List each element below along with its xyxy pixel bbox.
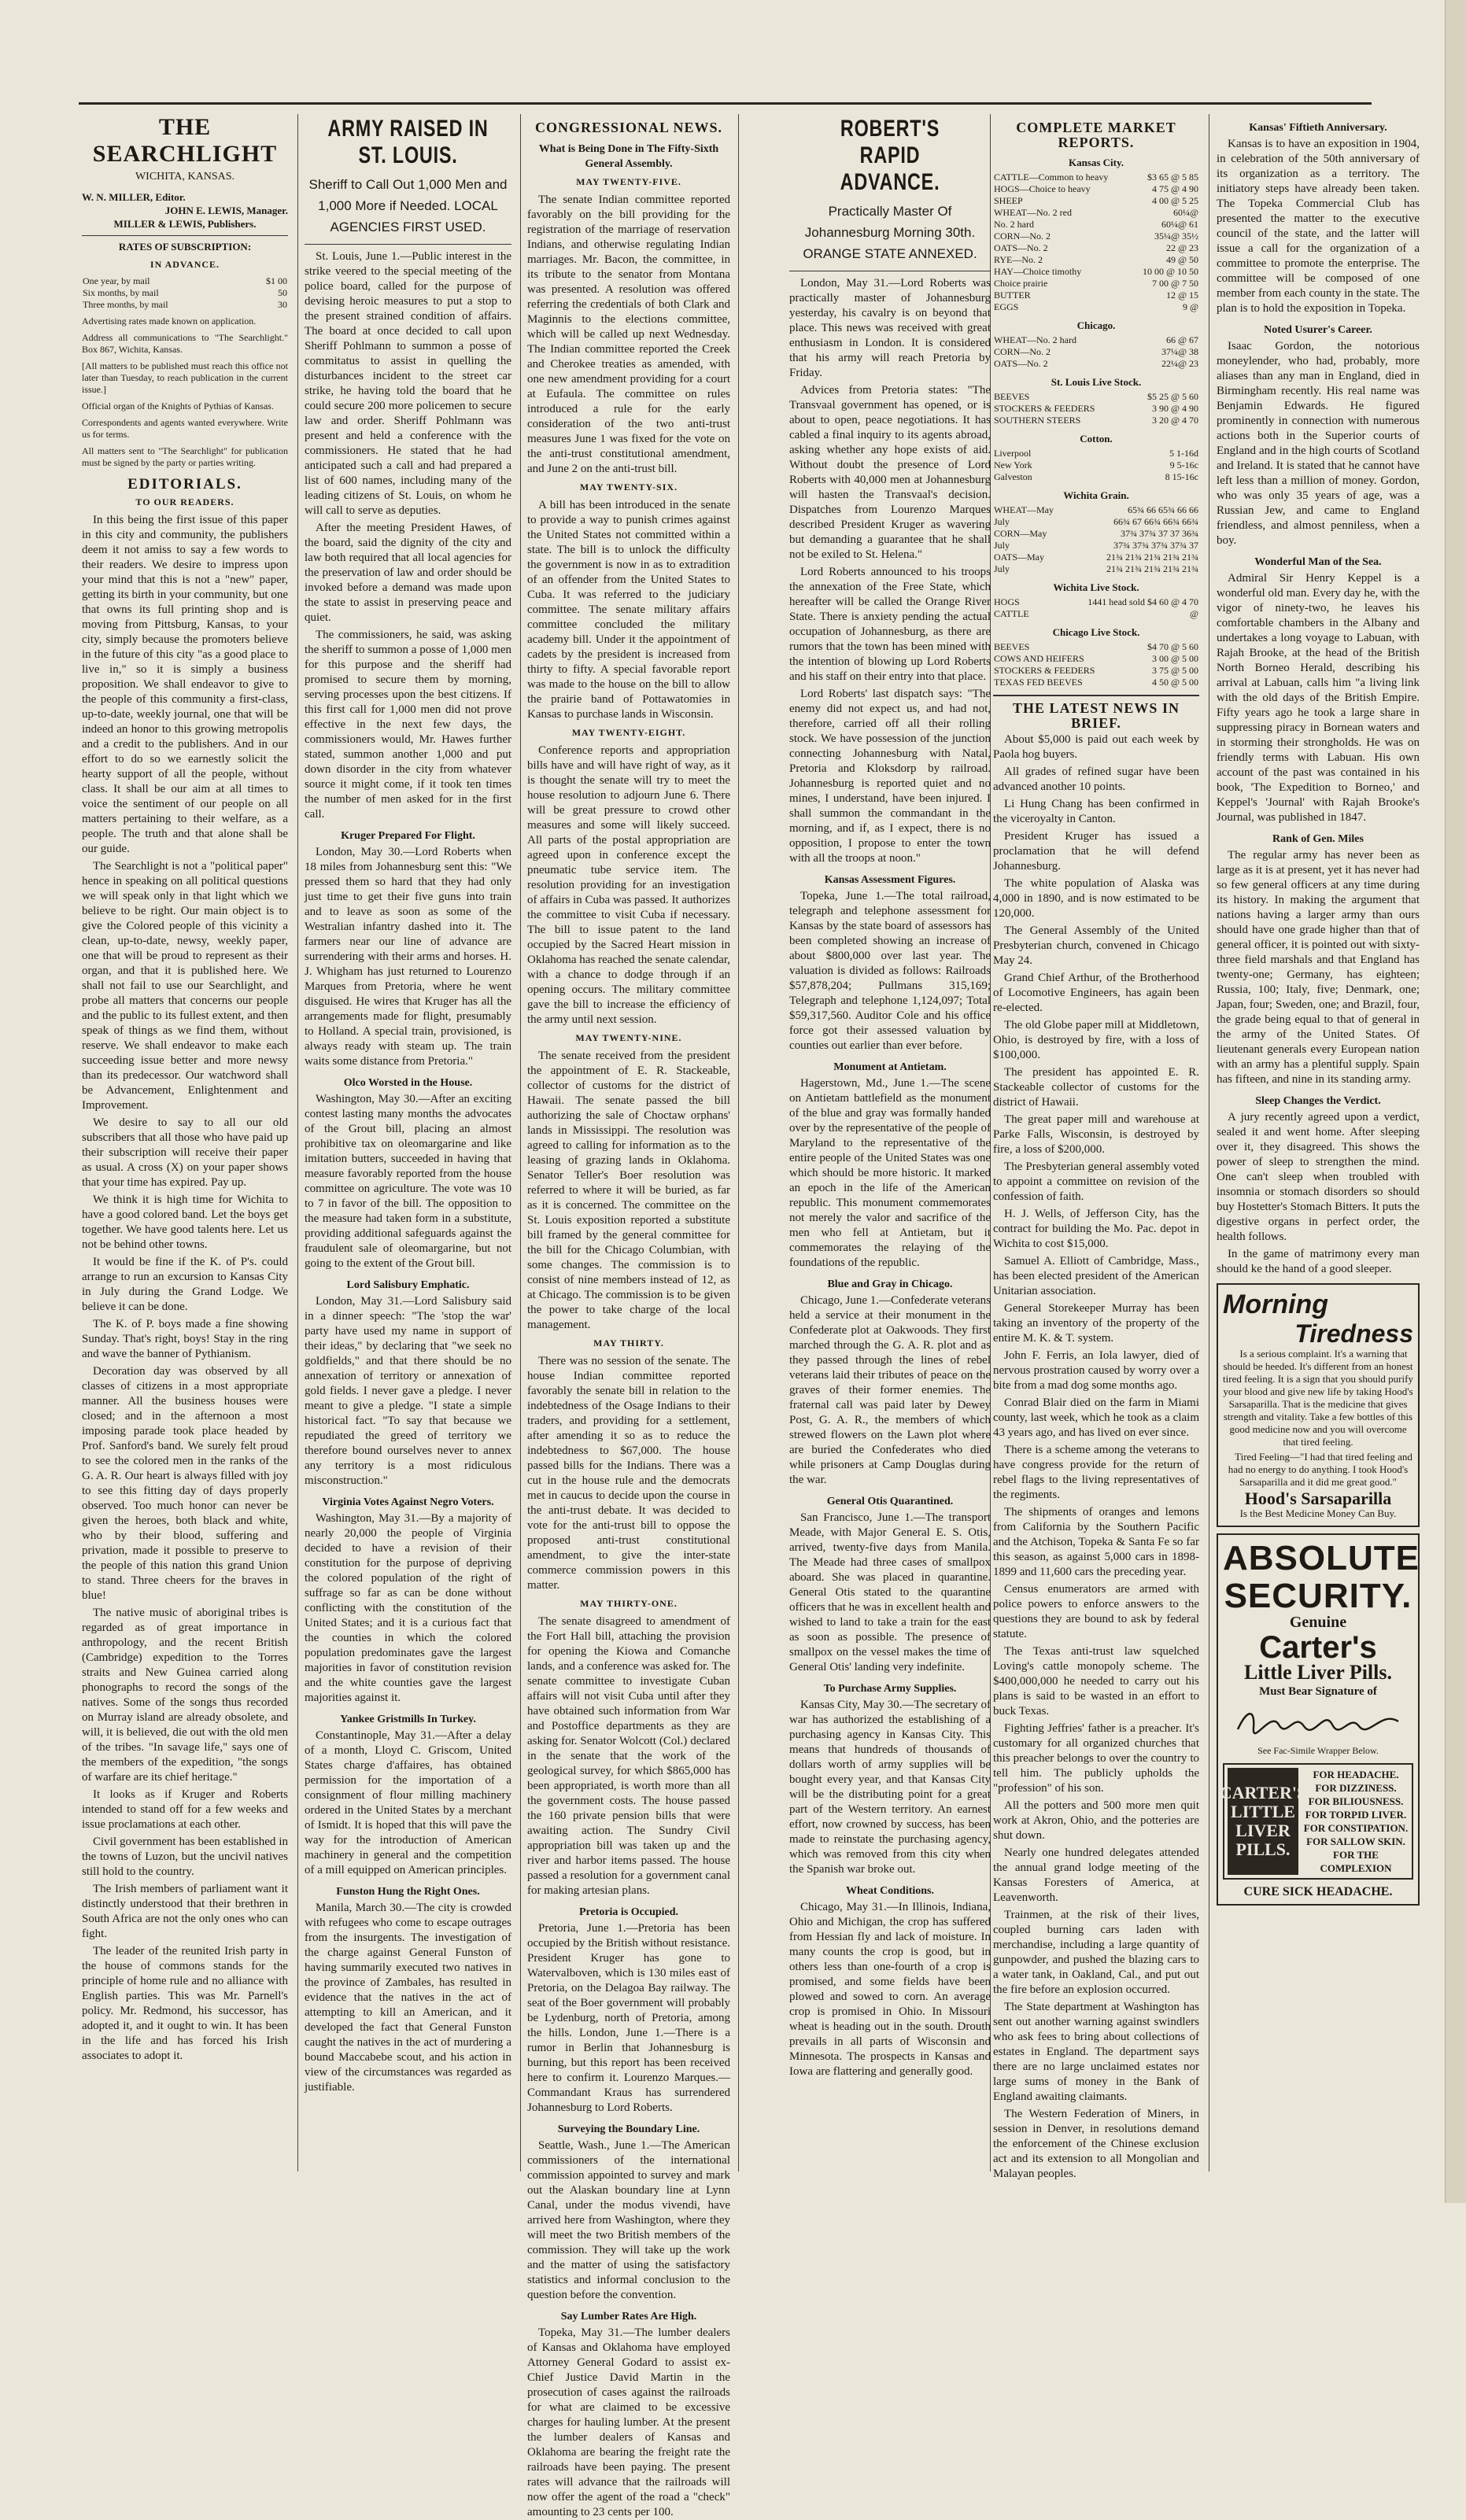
editor-line: W. N. MILLER, Editor. (82, 191, 186, 203)
brief-item: H. J. Wells, of Jefferson City, has the contract for building the Mo. Pac. depot in Wichita to cost $15,000. (993, 1208, 1199, 1250)
market-row (993, 596, 1199, 608)
session-day: MAY THIRTY-ONE. (580, 1598, 678, 1609)
market-row (993, 552, 1199, 563)
market-row (993, 358, 1199, 370)
market-price: 60¼@ 61 (1161, 219, 1198, 230)
market-price: 37¾ 37¾ 37 37 36¾ (1121, 528, 1198, 539)
market-row (993, 516, 1199, 528)
story-head: Kansas Assessment Figures. (824, 874, 956, 886)
market-price: 7 00 @ 7 50 (1151, 278, 1198, 289)
market-row (993, 677, 1199, 688)
market-price: 3 90 @ 4 90 (1151, 403, 1198, 414)
brief-item: Census enumerators are armed with police powers to enforce answers to the questions they are bound to ask by federal statute. (993, 1583, 1199, 1640)
market-item: Galveston (994, 471, 1032, 482)
market-row (993, 195, 1199, 207)
brief-item: The white population of Alaska was 4,000 in 1890, and is now estimated to be 120,000. (993, 877, 1199, 920)
editorial-paragraph: The Irish members of parliament want it distinctly understood that their brethren in South Africa are not the only ones who can fight. (82, 1883, 288, 1940)
market-tables (993, 155, 1199, 688)
story-head: Yankee Gristmills In Turkey. (340, 1714, 476, 1725)
market-item: TEXAS FED BEEVES (994, 677, 1083, 688)
rates-heading: RATES OF SUBSCRIPTION: (82, 235, 288, 254)
brief-item: Trainmen, at the risk of their lives, coupled burning cars laden with merchandise, including a large quantity of gunpowder, and pushed the blazing cars to a water tank, in Oakland, Cal., and put out the fire before an explosion occurred. (993, 1909, 1199, 1996)
stories-col6 (1217, 120, 1420, 1277)
story-body: Manila, March 30.—The city is crowded with refugees who come to escape outrages from the insurgents. The investigation of the charge against General Funston of having summarily executed two natives in the province of Zambales, has resulted in evidence that the natives in the act of attempting to kill an American, and it developed the fact that General Funston caught the natives in the act of murdering a bound Maccabebe scout, and his action in view of the circumstances was regarded as justifiable. (305, 1902, 511, 2094)
market-price: 3 20 @ 4 70 (1151, 415, 1198, 426)
market-city: Wichita Live Stock. (1053, 581, 1139, 593)
story-head: Pretoria is Occupied. (578, 1906, 679, 1918)
editorials-body (82, 513, 288, 2064)
hood-ad (1217, 1283, 1420, 1527)
story-body: In the game of matrimony every man should ke the hand of a good sleeper. (1217, 1248, 1420, 1275)
market-item: July (994, 563, 1010, 574)
market-price: 21¾ 21¾ 21¾ 21¾ 21¾ (1106, 563, 1198, 574)
pill-use: FOR THE COMPLEXION (1320, 1849, 1392, 1874)
hood-body: Is a serious complaint. It's a warning that should be heeded. It's different from an honest tired feeling. It is a sign that you should purify your blood and give new life by taking Hood's Sarsaparilla. That is the medicine that gives strength and vitality. Take a few bottles of this good medicine now and you will overcome that tired feeling. (1223, 1348, 1413, 1448)
column-rule (297, 114, 298, 2171)
market-row (993, 207, 1199, 219)
market-item: CORN—May (994, 528, 1047, 539)
story-body: Chicago, May 31.—In Illinois, Indiana, Ohio and Michigan, the crop has suffered from Hessian fly and lack of moisture. In many counts the crop is good, but in others less than one-fourth of a crop is promised, and some fields have been plowed and sowed to corn. An average crop is promised in Ohio. In Missouri wheat is heading out in the south. Drouth prevails in all parts of Wisconsin and Minnesota. The prospects in Kansas and Iowa are flattering and generally good. (789, 1901, 991, 2078)
market-table (993, 641, 1199, 688)
market-city: Chicago. (1076, 319, 1116, 331)
rates-note: All matters sent to "The Searchlight" for publication must be signed by the party or parties writing. (82, 445, 288, 468)
column-roberts (789, 114, 991, 2171)
market-row (993, 290, 1199, 301)
session-body: There was no session of the senate. The house Indian committee reported favorably the senate bill in relation to the indebtedness of the Osage Indians to their traders, and providing for a settlement, after amending it so as to reduce the indebtedness to $67,000. The house passed bills for the Indians. There was a cut in the house rule and the democrats met in caucus to decide upon the course in the anti-trust debate. It was decided to vote for the anti-trust bill to oppose the proposed anti-trust constitutional amendment, to give the inter-state commerce commission powers in this matter. (527, 1355, 730, 1592)
story-body: London, May 31.—Lord Salisbury said in a dinner speech: "The 'stop the war' party have used my name in support of their ideas," by declaring that "we seek no goldfields," and that there should be no annexation of territory or annexation of gold fields. I never gave a pledge. I never meant to give a pledge. "I state a simple historical fact. "To say that because we repudiated the greed of territory we therefore bound ourselves never to annex any territory is a most ridiculous misconstruction." (305, 1295, 511, 1487)
market-price: 4 50 @ 5 00 (1151, 677, 1198, 688)
story-body: Washington, May 31.—By a majority of nearly 20,000 the people of Virginia decided to have a revision of their constitution for the purpose of depriving the colored population of the right of suffrage so far as can be done without conflicting with the constitution of the United States; and it is a curious fact that the counties in which the colored population predominates gave the largest majorities in favor of constitution revision and the white counties gave the largest majorities against it. (305, 1512, 511, 1704)
rate-price: 30 (278, 299, 287, 310)
market-row (993, 448, 1199, 459)
carters-ad (1217, 1533, 1420, 1906)
markets-heading: COMPLETE MARKET REPORTS. (1016, 120, 1176, 150)
market-row (993, 540, 1199, 552)
deck-roberts: Practically Master Of Johannesburg Morning 30th. ORANGE STATE ANNEXED. (789, 201, 991, 271)
story-body: The regular army has never been as large as it is at present, yet it has never had so few general officers at any time during its history. In making the argument that nations having a larger army than ours should have one grade higher than that of general officer, it is pointed out with sixty-three field marshals and that England has twenty-one; Germany, has eighteen; Russia, 100; Italy, five; Denmark, one; Japan, four; Sweden, one; and Brazil, four, the grade being equal to that of general in the army of the United States. Of lieutenant generals every European nation with an army has a plentiful supply. Spain has fifteen, and nine in its standing army. (1217, 849, 1420, 1086)
column-markets (993, 114, 1199, 2180)
carters-pill-box (1219, 1763, 1413, 1880)
market-row (993, 242, 1199, 254)
lead-paragraph: Lord Roberts announced to his troops the annexation of the Free State, which hereafter will be called the Orange River State. There is anxiety pending the actual occupation of Johannesburg, as there are rumors that the town has been mined with the intention of blowing up Lord Roberts and his staff on their entry into that place. (789, 566, 991, 683)
market-row (993, 278, 1199, 290)
market-price: 9 @ (1182, 301, 1198, 312)
market-item: July (994, 540, 1010, 551)
lead-paragraph: The commissioners, he said, was asking the sheriff to summon a posse of 1,000 men for this purpose and the sheriff had promised to secure them by morning, serving processes upon the best citizens. If this first call for 1,000 men did not prove effective in the next few days, the commissioners would, Mr. Hawes further stated, summon another 1,000 and put down disorder in the city from whatever source it might come, if it took ten times the number of men asked for in the first call. (305, 629, 511, 821)
headline-congress: CONGRESSIONAL NEWS. (534, 120, 723, 135)
market-item: CATTLE—Common to heavy (994, 172, 1109, 183)
rates-note: [All matters to be published must reach this office not later than Tuesday, to reach publication in the current issue.] (82, 360, 288, 395)
ad-tiredness: Tiredness (1294, 1319, 1413, 1348)
market-price: 37¼@ 38 (1161, 346, 1198, 357)
rate-price: 50 (278, 287, 287, 298)
stories-col3 (527, 1905, 730, 2520)
market-item: SHEEP (994, 195, 1023, 206)
market-city: St. Louis Live Stock. (1051, 376, 1142, 388)
market-price: 66 @ 67 (1165, 334, 1198, 345)
market-city: Cotton. (1080, 433, 1113, 445)
brief-items (993, 732, 1199, 2182)
story-body: Seattle, Wash., June 1.—The American commissioners of the international commission appointed to survey and mark out the Alaskan boundary line at Lynn Canal, under the modus vivendi, have arrived here from Washington, where they will meet the two British members of the commission. They will take up the work and the matter of using the satisfactory statistics and informal conclusion to the question before the convention. (527, 2139, 730, 2301)
hood-quote: Tired Feeling—"I had that tired feeling and had no energy to do anything. I took Hood's Sarsaparilla and it did me great good." (1228, 1451, 1412, 1488)
rates-note: Advertising rates made known on application. (82, 315, 257, 327)
brief-item: The General Assembly of the United Presbyterian church, convened in Chicago May 24. (993, 924, 1199, 967)
market-row (993, 391, 1199, 403)
session-body: The senate disagreed to amendment of the Fort Hall bill, attaching the provision for opening the Kiowa and Comanche lands, and a conference was asked for. The senate committee to investigate Cuban affairs will not visit Cuba until after they have obtained such information from War and Postoffice departments as they are asking for. Senator Wolcott (Col.) declared in the senate that the work of the geological survey, for which $865,000 has been appropriated, is worth more than all the government costs. The house passed the 160 private pension bills that were awaiting action. The Sundry Civil appropriation bill was taken up and the river and harbor items passed. The house passed a resolution for a government canal for making artesian plans. (527, 1615, 730, 1897)
lead-paragraph: St. Louis, June 1.—Public interest in the strike veered to the special meeting of the police board, called for the purpose of devising heroic measures to put a stop to the present strained condition of affairs. The board at once decided to call upon Sheriff Pohlmann to summon a posse of commitatus to assist in quelling the disturbances incident to the street car strike, he having told the board that he could secure 200 more policemen to secure law and order. Sheriff Pohlmann was present and held a conference with the commissioners. He stated that he had anticipated such a call and had prepared a list of 600 names, including many of the leading citizens of St. Louis, on whom he will call to serve as deputies. (305, 250, 511, 517)
market-row (993, 471, 1199, 483)
pill-use: FOR CONSTIPATION. (1303, 1822, 1409, 1834)
market-row (993, 403, 1199, 415)
market-city: Chicago Live Stock. (1052, 626, 1140, 638)
session-day: MAY TWENTY-NINE. (575, 1032, 682, 1043)
market-row (993, 653, 1199, 665)
editorial-paragraph: It looks as if Kruger and Roberts intended to stand off for a few weeks and issue proclamations at each other. (82, 1788, 288, 1831)
market-price: $4 70 @ 5 60 (1147, 641, 1198, 652)
top-rule (79, 102, 1372, 105)
market-price: $3 65 @ 5 85 (1147, 172, 1198, 183)
rate-label: Three months, by mail (83, 299, 168, 310)
market-item: BEEVES (994, 641, 1030, 652)
market-row (993, 563, 1199, 575)
stories-col2 (305, 828, 511, 2095)
lead-paragraph: Lord Roberts' last dispatch says: "The enemy did not expect us, and had not, therefore, carried off all their rolling stock. We have possession of the junction connecting Johannesburg with Natal, Pretoria and Kloksdorp by railroad. Johannesburg is reported quiet and no mines, I understand, have been injured. I shall summon the commandant in the morning, and if, as I expect, there is no opposition, I propose to enter the town with all the troops at noon." (789, 688, 991, 865)
market-item: HAY—Choice timothy (994, 266, 1082, 277)
market-item: HOGS—Choice to heavy (994, 183, 1091, 194)
story-body: Admiral Sir Henry Keppel is a wonderful old man. Every day he, with the vigor of ninety-two, he leaves his comfortable chambers in the Albany and undertakes a long voyage to Labuan, with Rajah Brooke, at the head of the British North Borneo Herald, describing his arrival at Labuan, calls him "a living link with the old days of the British Empire. Fifty years ago he took a large share in suppressing piracy in Bornean waters and in storming their strongholds. He was on friendly terms with Labuan. His own account of the past was contained in his book, 'The Expedition to Borneo,' and Keppel's 'Journal' with Rajah Brooke's Journal, was published in 1847. (1217, 572, 1420, 824)
market-item: OATS—No. 2 (994, 242, 1048, 253)
story-head: Sleep Changes the Verdict. (1255, 1095, 1381, 1107)
ad-absolute: ABSOLUTE SECURITY. (1223, 1539, 1420, 1615)
market-item: Liverpool (994, 448, 1032, 459)
market-item: WHEAT—No. 2 red (994, 207, 1072, 218)
brief-item: Li Hung Chang has been confirmed in the viceroyalty in Canton. (993, 798, 1199, 825)
rate-row (82, 275, 288, 287)
brief-item: All grades of refined sugar have been advanced another 10 points. (993, 766, 1199, 793)
market-item: CORN—No. 2 (994, 346, 1051, 357)
pill-label: CARTER'S LITTLE LIVER PILLS. (1228, 1768, 1298, 1875)
masthead-location: WICHITA, KANSAS. (135, 171, 235, 183)
hood-tag: Is the Best Medicine Money Can Buy. (1239, 1507, 1397, 1519)
market-row (993, 172, 1199, 183)
story-body: San Francisco, June 1.—The transport Meade, with Major General E. S. Otis, arrived, twenty-five days from Manila. The Meade had three cases of smallpox aboard. She was placed in quarantine. General Otis stated to the quarantine officers that he was in excellent health and wished to land to take a train for the east as soon as possible. The presence of smallpox on the vessel makes the time of General Otis' landing very indefinite. (789, 1511, 991, 1673)
pill-use: FOR BILIOUSNESS. (1308, 1795, 1404, 1807)
market-row (993, 254, 1199, 266)
story-head: To Purchase Army Supplies. (823, 1683, 957, 1695)
signature-icon (1232, 1704, 1405, 1739)
story-head: Say Lumber Rates Are High. (560, 2311, 697, 2323)
market-table (993, 504, 1199, 575)
session-body: The senate Indian committee reported favorably on the bill providing for the registration of the marriage of reservation Indians, and otherwise regulating Indian marriages. Mr. Bacon, the committee, in its tribute to the senator from Montana was presented. A resolution was offered referring the credentials of both Clark and Maginnis to the elections committee, which will be called up next Wednesday. The Indian committee reported the Creek and Cherokee treaties as amended, with one new amendment providing for a court at Eufaula. The committee on rules introduced a rule for the early consideration of the two anti-trust measures June 1 was fixed for the vote on the anti-trust constitutional amendment, and June 2 on the anti-trust bill. (527, 194, 730, 475)
brief-item: Grand Chief Arthur, of the Brotherhood of Locomotive Engineers, has again been re-elected. (993, 972, 1199, 1014)
editorial-paragraph: We desire to say to all our old subscribers that all those who have paid up their subscription will receive their paper as usual. A cross (X) on your paper shows that your time has expired. Pay up. (82, 1116, 288, 1189)
market-row (993, 504, 1199, 516)
story-body: Washington, May 30.—After an exciting contest lasting many months the advocates of the Grout bill, placing an almost prohibitive tax on oleomargarine and like imitation butters, succeeded in having that measure favorably reported from the house committee on agriculture. The vote was 10 to 7 in favor of the bill. The opposition to the measure had taken form in a substitute, providing additional safeguards against the fraudulent sale of oleomargarine, but not going to the extent of the Grout bill. (305, 1093, 511, 1270)
market-item: Choice prairie (994, 278, 1048, 289)
stories-col4 (789, 873, 991, 2079)
brief-item: The State department at Washington has sent out another warning against swindlers who ask fees to bring about collections of estates in England. The department says there are no large unclaimed estates nor large sums of money in the Bank of England awaiting claimants. (993, 2001, 1199, 2103)
story-head: Virginia Votes Against Negro Voters. (322, 1496, 494, 1508)
lead-roberts (789, 276, 991, 866)
story-head: Rank of Gen. Miles (1272, 833, 1364, 845)
market-price: 49 @ 50 (1165, 254, 1198, 265)
market-row (993, 608, 1199, 620)
editorial-paragraph: The native music of aboriginal tribes is regarded as of great importance in anthropology, and the recent British (Cambridge) expedition to the Torres straits and New Guinea carried along phonographs to record the songs of the natives. Some of the songs thus recorded on Murray island are already obsolete, and will, it is believed, die out with the old men of the tribes. "In savage life," says one of the members of the expedition, "the songs of warfare are its chief heritage." (82, 1607, 288, 1784)
rates-table (82, 275, 288, 311)
market-table (993, 391, 1199, 426)
brief-item: President Kruger has issued a proclamation that he will defend Johannesburg. (993, 830, 1199, 873)
brief-heading: THE LATEST NEWS IN BRIEF. (993, 695, 1199, 731)
market-price: 22 @ 23 (1165, 242, 1198, 253)
story-body: Isaac Gordon, the notorious moneylender, who had, probably, more aliases than any man in England, died in Birmingham recently. His real name was Benjamin Edwards. He figured prominently in connection with numerous actions both in the Superior courts of England and in the high courts of Scotland and Ireland. It is stated that he cannot have left less than a million of money. Gordon, who was only 35 years of age, was a Russian Jew, and came to England friendless, and almost penniless, when a boy. (1217, 340, 1420, 547)
ad-little: Little Liver Pills. (1244, 1661, 1392, 1684)
market-price: 21¾ 21¾ 21¾ 21¾ 21¾ (1106, 552, 1198, 563)
market-price: 10 00 @ 10 50 (1142, 266, 1198, 277)
story-body: London, May 30.—Lord Roberts when 18 miles from Johannesburg sent this: "We pressed them so hard that they had only just time to get their five guns into train and to leave as soon as some of the Westralian infantry dashed into it. The farmers near our line of advance are surrendering with their arms and horses. H. J. Whigham has just returned to Lourenzo Marques from Pretoria, where he went disguised. He wires that Kruger has all the arrangements made for flight, presumably to Holland. A special train, provisioned, is always ready with steam up. The train waits some distance from Pretoria." (305, 846, 511, 1068)
market-item: WHEAT—May (994, 504, 1054, 515)
story-body: Hagerstown, Md., June 1.—The scene on Antietam battlefield as the monument of the blue and gray was formally handed over by the representative of the people of Maryland to the representative of the entire people of the United States was one which should be more historic. It marked an epoch in the life of the American republic. This monument commemorates not merely the valor and sacrifice of the men who fell at Antietam, but it commemorates the relaying of the foundations of the republic. (789, 1077, 991, 1269)
market-price: 1441 head sold $4 60 @ 4 70 (1087, 596, 1198, 607)
pill-use: FOR SALLOW SKIN. (1306, 1836, 1405, 1847)
story-head: Wheat Conditions. (845, 1885, 935, 1897)
story-body: Pretoria, June 1.—Pretoria has been occupied by the British without resistance. President Kruger has gone to Watervalboven, which is 130 miles east of Pretoria, on the Delagoa Bay railway. The seat of the Boer government will probably be Lydenburg, north of Pretoria, among the hills. London, June 1.—There is a rumor in Berlin that Johannesburg is burning, but this report has been received here to confirm it. Lourenzo Marques.—Commandant Kraus has surrendered Johannesburg to Lord Roberts. (527, 1922, 730, 2114)
market-row (993, 266, 1199, 278)
market-table (993, 334, 1199, 370)
column-st-louis (305, 114, 511, 2171)
market-price: 3 00 @ 5 00 (1151, 653, 1198, 664)
market-item: HOGS (994, 596, 1020, 607)
market-price: 60¼@ (1172, 207, 1198, 218)
brief-item: The Western Federation of Miners, in session in Denver, in resolutions demand the enforcement of the Chinese exclusion act and its extension to all Mongolian and Malayan peoples. (993, 2108, 1199, 2180)
column-congress (527, 114, 730, 2518)
market-row (993, 459, 1199, 471)
deck-army: Sheriff to Call Out 1,000 Men and 1,000 More if Needed. LOCAL AGENCIES FIRST USED. (305, 174, 511, 245)
market-row (993, 334, 1199, 346)
brief-item: John F. Ferris, an Iola lawyer, died of nervous prostration caused by worry over a bite from a mad dog some months ago. (993, 1349, 1199, 1392)
brief-item: Fighting Jeffries' father is a preacher. It's customary for all organized churches that this preacher belongs to over the country to tell him. The publicly upholds the "profession" of his son. (993, 1722, 1199, 1795)
lead-paragraph: London, May 31.—Lord Roberts was practically master of Johannesburg yesterday, his cavalry is on beyond that place. This news was received with great enthusiasm in London. It is considered that his army will reach Pretoria by Friday. (789, 277, 991, 379)
story-head: Surveying the Boundary Line. (557, 2123, 700, 2135)
story-body: Constantinople, May 31.—After a delay of a month, Lloyd C. Griscom, United States charge d'affaires, has obtained permission for the importation of a consignment of flour milling machinery ordered in the United States by a merchant of Ismidt. It is hoped that this will pave the way for the introduction of American machinery in general and the competition of a mill equipped on American principles. (305, 1729, 511, 1876)
ad-facsimile: See Fac-Simile Wrapper Below. (1257, 1745, 1379, 1756)
masthead-title: THE SEARCHLIGHT (92, 114, 278, 167)
congress-days (527, 175, 730, 1898)
session-body: A bill has been introduced in the senate to provide a way to punish crimes against the United States not committed within a state. The bill is to unlock the difficulty the government is now in as to extradition of an offender from the United States to Cuba. It was referred to the judiciary committee. The senate military affairs committee concluded the military academy bill. Under it the appointment of cadets by the president is increased from thirty to fifty. A special favorable report was made to the house on the bill to allow the prairie band of Pottawatomies in Kansas to purchase lands in Wisconsin. (527, 499, 730, 721)
market-item: WHEAT—No. 2 hard (994, 334, 1076, 345)
story-head: Lord Salisbury Emphatic. (346, 1279, 470, 1291)
pill-use: FOR DIZZINESS. (1315, 1782, 1397, 1794)
rate-row (82, 299, 288, 311)
market-table (993, 172, 1199, 313)
editorial-paragraph: The leader of the reunited Irish party in the house of commons stands for the principle of home rule and no alliance with English parties. This was Mr. Parnell's policy. Mr. Redmond, his successor, has adopted it, and it ought to win. It has been in the life and has forced his Irish associates to adopt it. (82, 1945, 288, 2062)
market-price: 66¾ 67 66¾ 66¾ 66¾ (1113, 516, 1198, 527)
headline-army: ARMY RAISED IN ST. LOUIS. (327, 116, 489, 168)
rates-notes (82, 315, 288, 469)
story-head: Olco Worsted in the House. (343, 1077, 473, 1089)
rates-note: Address all communications to "The Searchlight." Box 867, Wichita, Kansas. (82, 332, 288, 355)
story-head: Kansas' Fiftieth Anniversary. (1249, 122, 1387, 134)
market-item: SOUTHERN STEERS (994, 415, 1081, 426)
market-price: @ (1189, 608, 1198, 619)
brief-item: All the potters and 500 more men quit work at Akron, Ohio, and the potteries are shut down. (993, 1799, 1199, 1842)
market-price: 22¼@ 23 (1161, 358, 1198, 369)
market-item: BUTTER (994, 290, 1031, 301)
brief-item: Conrad Blair died on the farm in Miami county, last week, which he took as a claim 43 years ago, and has lived on ever since. (993, 1397, 1199, 1439)
brief-item: The president has appointed E. R. Stackeable collector of customs for the district of Hawaii. (993, 1066, 1199, 1109)
story-body: A jury recently agreed upon a verdict, sealed it and went home. After sleeping over it, they disagreed. This shows the power of sleep to strengthen the mind. One can't sleep when troubled with insomnia or stomach disorders so should buy Hostetter's Stomach Bitters. It puts the digestive organs in perfect order, the health follows. (1217, 1111, 1420, 1243)
session-day: MAY TWENTY-SIX. (579, 481, 678, 493)
editorial-paragraph: Civil government has been established in the towns of Luzon, but the uncivil natives still hold to the country. (82, 1836, 288, 1878)
story-body: Topeka, May 31.—The lumber dealers of Kansas and Oklahoma have employed Attorney General Godard to assist ex-Chief Justice David Martin in the prosecution of cases against the railroads for what are claimed to be excessive charges for hauling lumber. At the present the lumber dealers of Kansas and Oklahoma are bearing the freight rate the railroads have been paying. The present rates will advance that the railroads will now offer the agent of the road a "check" amounting to 23 cents per 100. (527, 2326, 730, 2518)
market-row (993, 528, 1199, 540)
market-item: CORN—No. 2 (994, 231, 1051, 242)
market-item: STOCKERS & FEEDERS (994, 403, 1095, 414)
pill-use: FOR HEADACHE. (1313, 1769, 1399, 1780)
lead-paragraph: Advices from Pretoria states: "The Transvaal government has opened, or is about to open, peace negotiations. It has cabled a final inquiry to its agents abroad, asking whether any hope exists of aid. Without doubt the presence of Lord Roberts with 40,000 men at Johannesburg will hasten the Transvaal's decision. Dispatches from Lourenzo Marques described President Kruger as wavering but demanding a guarantee that he shall not be exiled to St. Helena." (789, 384, 991, 561)
editorial-paragraph: It would be fine if the K. of P's. could arrange to run an excursion to Kansas City in July during the Grand Lodge. We believe it can be done. (82, 1256, 288, 1313)
rate-price: $1 00 (266, 275, 287, 286)
market-item: CATTLE (994, 608, 1029, 619)
ad-morning: Morning (1223, 1290, 1329, 1319)
story-head: Funston Hung the Right Ones. (336, 1886, 480, 1898)
editorial-paragraph: The Searchlight is not a "political paper" hence in speaking on all political questions we will speak only in that light which we believe to be right. Our main object is to give the Colored people of this vicinity a clean, up-to-date, newsy, weekly paper, one that will be proud to represent as their organ, and that it is published here. We shall not fail to use our Searchlight, and probe all matters that concerns our people and the public to its fullest extent, and then speak of things as we find them, without reserve. We shall endeavor to make each succeeding issue better and more newsy than its predecessor. Our watchword shall be Advancement, Enlightenment and Improvement. (82, 860, 288, 1112)
brief-item: The Presbyterian general assembly voted to appoint a committee on revision of the confession of faith. (993, 1160, 1199, 1203)
story-body: Chicago, June 1.—Confederate veterans held a service at their monument in the Confederate plot at Oakwoods. They first marched through the G. A. R. plot and as they passed through the lines of rebel veterans laid their tributes of peace on the graves of their former enemies. The fraternal call was paid later by Dewey Post, G. A. R., the members of which strewed flowers on the Lawn plot where are buried the Confederates who died while prisoners at Camp Douglas during the war. (789, 1294, 991, 1486)
brief-item: Samuel A. Elliott of Cambridge, Mass., has been elected president of the American Unitarian association. (993, 1255, 1199, 1297)
pill-uses (1303, 1768, 1409, 1875)
market-city: Wichita Grain. (1063, 489, 1129, 501)
ad-genuine: Genuine (1289, 1614, 1347, 1631)
market-table (993, 596, 1199, 620)
story-body: Topeka, June 1.—The total railroad, telegraph and telephone assessment for Kansas by the state board of assessors has been completed showing an increase of about $800,000 over last year. The valuation is divided as follows: Railroads $57,878,204; Pullmans 315,169; Telegraph and telephone 1,124,097; Total $59,317,560. Auditor Cole and his office force got their assessed valuation by counties out earlier than ever before. (789, 890, 991, 1052)
market-item: RYE—No. 2 (994, 254, 1043, 265)
brief-item: The great paper mill and warehouse at Parke Falls, Wisconsin, is destroyed by fire, a loss of $200,000. (993, 1113, 1199, 1156)
market-item: EGGS (994, 301, 1019, 312)
story-head: Kruger Prepared For Flight. (341, 830, 475, 842)
brief-item: The shipments of oranges and lemons from California by the Southern Pacific and the Atchison, Topeka & Santa Fe so far this season, as against 5,000 cars in 1898-1899 and 11,600 cars the preceding year. (993, 1506, 1199, 1578)
brief-item: General Storekeeper Murray has been taking an inventory of the property of the entire M. K. & T. system. (993, 1302, 1199, 1345)
market-item: July (994, 516, 1010, 527)
story-head: Blue and Gray in Chicago. (827, 1278, 953, 1290)
brief-item: Nearly one hundred delegates attended the annual grand lodge meeting of the Kansas Foresters of America, at Leavenworth. (993, 1847, 1199, 1904)
session-body: Conference reports and appropriation bills have and will have right of way, as it is thought the senate will try to meet the house resolution to adjourn June 6. There will be great pressure to crowd other measures and some will likely succeed. All parts of the postal appropriation are agreed upon in conference except the pneumatic tube service item. The resolution providing for an investigation of affairs in Cuba was passed. It authorizes the committee to visit Cuba if necessary. The bill to issue patent to the land occupied by the Sacred Heart mission in Oklahoma has reached the senate calendar, with a chance to dodge through if an opening occurs. The military committee gave the bill to increase the efficiency of the army until next session. (527, 744, 730, 1026)
market-item: New York (994, 459, 1032, 470)
rates-note: Correspondents and agents wanted everywhere. Write us for terms. (82, 417, 288, 440)
market-price: 65¾ 66 65¾ 66 66 (1128, 504, 1198, 515)
rates-sub: IN ADVANCE. (150, 259, 220, 270)
market-price: 3 75 @ 5 00 (1151, 665, 1198, 676)
ad-cure: CURE SICK HEADACHE. (1243, 1885, 1393, 1898)
editorial-paragraph: Decoration day was observed by all classes of citizens in a most appropriate manner. All the business houses were closed; and in the afternoon a most imposing parade took place headed by Prof. Sanford's band. We surely felt proud to see the colored men in the ranks of the G. A. R. Our heart is always filled with joy to see this fitting day of days properly observed. Too much honor can never be given the heroes, both black and white, who by their blood, suffering and privation, made it possible to preserve to the people of this nation this grand Union to stand. Three cheers for the braves in blue! (82, 1365, 288, 1602)
rates-note: Official organ of the Knights of Pythias of Kansas. (82, 400, 274, 411)
story-head: General Otis Quarantined. (826, 1496, 954, 1507)
brief-item: About $5,000 is paid out each week by Paola hog buyers. (993, 733, 1199, 761)
manager-line: JOHN E. LEWIS, Manager. (164, 205, 288, 216)
brief-item: The Texas anti-trust law squelched Loving's cattle monopoly scheme. The $400,000,000 he needed to carry out his plans is said to be wasted in an effort to buck Texas. (993, 1645, 1199, 1718)
rate-label: Six months, by mail (83, 287, 159, 298)
session-body: The senate received from the president the appointment of E. R. Stackeable, collector of customs for the district of Hawaii. The senate passed the bill authorizing the sale of Choctaw orphans' lands in Mississippi. The resolution was agreed to calling for information as to the leasing of grazing lands in Oklahoma. Senator Teller's Boer resolution was referred to where it will be buried, as far as it is concerned. The committee on the St. Louis exposition reported a substitute bill framed by the general committee for the bill for the Chicago Columbian, with some changes. The commission is to consist of nine members instead of 12, as at Chicago. The commission is to be given the power to take charge of the local management. (527, 1050, 730, 1331)
market-row (993, 346, 1199, 358)
page-edge (1445, 0, 1466, 2203)
story-head: Noted Usurer's Career. (1264, 324, 1372, 336)
signature-image (1223, 1704, 1413, 1739)
story-head: Monument at Antietam. (833, 1061, 947, 1073)
ad-must-bear: Must Bear Signature of (1259, 1685, 1377, 1698)
rate-row (82, 287, 288, 299)
brief-item: There is a scheme among the veterans to have congress provide for the return of rebel flags to the living representatives of the regiments. (993, 1444, 1199, 1501)
market-table (993, 448, 1199, 483)
ad-carters: Carter's (1259, 1630, 1377, 1665)
market-row (993, 301, 1199, 313)
pill-use: FOR TORPID LIVER. (1305, 1809, 1407, 1821)
sub-congress: What is Being Done in The Fifty-Sixth General Assembly. (538, 143, 719, 170)
lead-army (305, 249, 511, 822)
market-row (993, 415, 1199, 426)
market-row (993, 183, 1199, 195)
lead-paragraph: After the meeting President Hawes, of the board, said the dignity of the city and law both required that all local agencies for the preservation of law and order should be invoked before a demand was made upon the state to assist in preserving peace and quiet. (305, 522, 511, 624)
editorials-heading: EDITORIALS. (127, 476, 242, 493)
market-price: 9 5-16c (1169, 459, 1198, 470)
market-price: 5 1-16d (1169, 448, 1198, 459)
story-body: Kansas is to have an exposition in 1904, in celebration of the 50th anniversary of its organization as a territory. The initiatory steps have already been taken. The Topeka Commercial Club has presented the matter to the executive council of the state, and the latter will issue a call for the organization of a committee to promote the enterprise. The committee will be composed of one member from each county in the state. The plan is to hold the exposition in Topeka. (1217, 138, 1420, 315)
market-item: OATS—No. 2 (994, 358, 1048, 369)
editorial-paragraph: We think it is high time for Wichita to have a good colored band. Let the boys get together. We have good talents here. Let us not be behind other towns. (82, 1194, 288, 1251)
column-rule (738, 114, 739, 2171)
market-row (993, 665, 1199, 677)
rate-label: One year, by mail (83, 275, 150, 286)
market-price: 8 15-16c (1165, 471, 1198, 482)
market-price: 4 75 @ 4 90 (1151, 183, 1198, 194)
market-city: Kansas City. (1068, 157, 1124, 168)
session-day: MAY TWENTY-EIGHT. (571, 727, 686, 738)
market-item: STOCKERS & FEEDERS (994, 665, 1095, 676)
market-price: 4 00 @ 5 25 (1151, 195, 1198, 206)
market-item: BEEVES (994, 391, 1030, 402)
editorial-paragraph: In this being the first issue of this paper in this city and community, the publishers deem it not amiss to say a few words to their readers. We desire to impress upon your mind that this is not a "new" paper, getting its birth in your community, but one that owns its full printing shop and is moving from Pittsburg, Kansas, to your city, simply because the promoters believe in the future of this city "as a good place to live in," so it is simply a business proposition. We shall endeavor to give to the people of this community a first-class, up-to-date, weekly journal, one that will be indeed an honor to this growing metropolis and a credit to the publishers. And in our effort to do so we earnestly solicit the hearty support of all the people, without class. It shall be our aim at all times to voice the sentiment of our people on all matters pertaining to their welfare, as a people. The truth and that alone shall be our guide. (82, 514, 288, 855)
market-price: 37¾ 37¾ 37¾ 37¾ 37 (1113, 540, 1198, 551)
headline-roberts: ROBERT'S RAPID ADVANCE. (840, 116, 940, 195)
publishers-line: MILLER & LEWIS, Publishers. (113, 218, 257, 230)
editorials-sub: TO OUR READERS. (135, 496, 234, 507)
hood-name: Hood's Sarsaparilla (1244, 1489, 1392, 1508)
story-head: Wonderful Man of the Sea. (1254, 556, 1382, 568)
market-row (993, 231, 1199, 242)
market-item: No. 2 hard (994, 219, 1034, 230)
market-item: COWS AND HEIFERS (994, 653, 1084, 664)
session-day: MAY TWENTY-FIVE. (576, 176, 681, 187)
column-misc (1217, 114, 1420, 2171)
editorial-paragraph: The K. of P. boys made a fine showing Sunday. That's right, boys! Stay in the ring and wave the banner of Pythianism. (82, 1318, 288, 1360)
market-item: OATS—May (994, 552, 1045, 563)
story-body: Kansas City, May 30.—The secretary of war has authorized the establishing of a purchasing agency in Kansas City. This means that hundreds of thousands of dollars worth of army supplies will be bought every year, and that Kansas City will be the distributing point for a great part of the Western territory. An earnest effort, now crowned by success, has been made to reinstate the purchasing agency, which was removed from this city when the Spanish war broke out. (789, 1699, 991, 1876)
column-rule (520, 114, 521, 2171)
session-day: MAY THIRTY. (593, 1337, 664, 1349)
market-price: 12 @ 15 (1165, 290, 1198, 301)
market-price: $5 25 @ 5 60 (1147, 391, 1198, 402)
market-row (993, 219, 1199, 231)
brief-item: The old Globe paper mill at Middletown, Ohio, is destroyed by fire, with a loss of $100,000. (993, 1019, 1199, 1061)
market-price: 35¼@ 35½ (1154, 231, 1198, 242)
column-masthead (82, 114, 288, 2171)
market-row (993, 641, 1199, 653)
